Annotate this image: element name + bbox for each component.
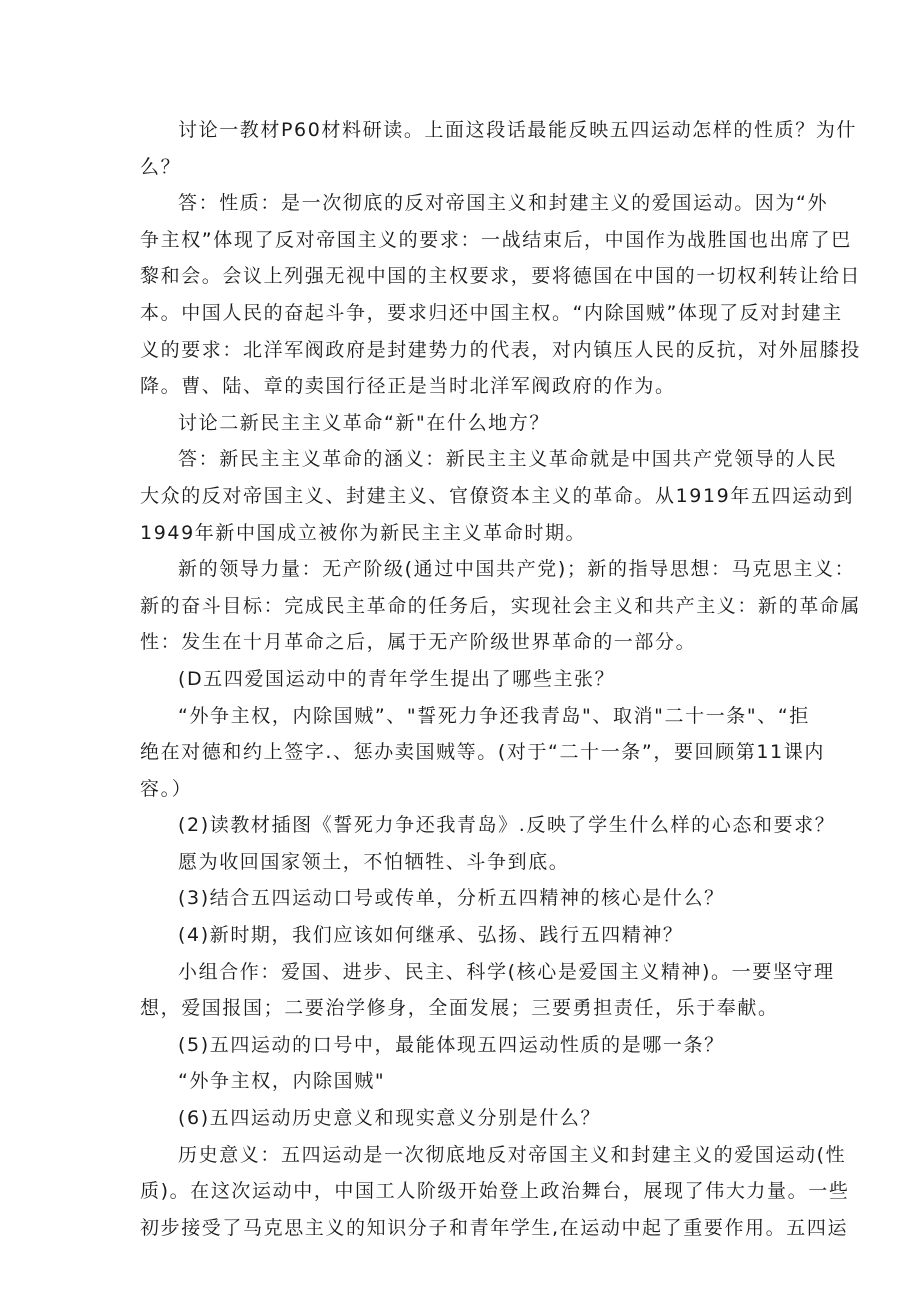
- text-line: 答：新民主主义革命的涵义：新民主主义革命就是中国共产党领导的人民: [178, 448, 838, 471]
- text-line: 新的奋斗目标：完成民主革命的任务后，实现社会主义和共产主义：新的革命属: [140, 594, 862, 617]
- text-line: “外争主权，内除国贼”、"誓死力争还我青岛"、取消"二十一条"、“拒: [178, 704, 810, 727]
- text-line: 黎和会。会议上列强无视中国的主权要求，要将德国在中国的一切权利转让给日: [140, 265, 862, 288]
- text-line: 答：性质：是一次彻底的反对帝国主义和封建主义的爱国运动。因为“外: [178, 192, 829, 215]
- text-line: 容。）: [140, 777, 193, 800]
- text-line: 讨论二新民主主义革命“新"在什么地方？: [178, 411, 550, 434]
- text-line: (3)结合五四运动口号或传单，分析五四精神的核心是什么？: [178, 887, 725, 910]
- text-line: 想，爱国报国；二要治学修身，全面发展；三要勇担责任，乐于奉献。: [140, 997, 779, 1020]
- text-line: 讨论一教材P60材料研读。上面这段话最能反映五四运动怎样的性质？为什: [178, 119, 858, 141]
- text-line: 本。中国人民的奋起斗争，要求归还中国主权。“内除国贼”体现了反对封建主: [140, 301, 843, 324]
- text-line: 初步接受了马克思主义的知识分子和青年学生,在运动中起了重要作用。五四运: [140, 1216, 849, 1239]
- text-line: 愿为收回国家领土，不怕牺牲、斗争到底。: [178, 850, 570, 873]
- text-line: 质)。在这次运动中，中国工人阶级开始登上政治舞台，展现了伟大力量。一些: [140, 1180, 850, 1203]
- text-line: 绝在对德和约上签字.、惩办卖国贼等。(对于“二十一条”，要回顾第11课内: [140, 741, 825, 764]
- text-line: 历史意义：五四运动是一次彻底地反对帝国主义和封建主义的爱国运动(性: [178, 1143, 847, 1166]
- text-line: (D五四爱国运动中的青年学生提出了哪些主张？: [178, 667, 616, 690]
- document-page: [140, 112, 862, 1246]
- text-line: (4)新时期，我们应该如何继承、弘扬、践行五四精神？: [178, 924, 684, 947]
- text-line: (6)五四运动历史意义和现实意义分别是什么？: [178, 1107, 602, 1130]
- text-line: (5)五四运动的口号中，最能体现五四运动性质的是哪一条？: [178, 1033, 725, 1056]
- text-line: 大众的反对帝国主义、封建主义、官僚资本主义的革命。从1919年五四运动到: [140, 484, 854, 507]
- text-line: 降。曹、陆、章的卖国行径正是当时北洋军阀政府的作为。: [140, 375, 676, 398]
- text-line: (2)读教材插图《誓死力争还我青岛》.反映了学生什么样的心态和要求？: [178, 814, 836, 837]
- text-line: “外争主权，内除国贼": [178, 1070, 386, 1093]
- text-line: 1949年新中国成立被你为新民主主义革命时期。: [140, 521, 587, 544]
- text-line: 性：发生在十月革命之后，属于无产阶级世界革命的一部分。: [140, 631, 697, 654]
- text-line: 小组合作：爱国、进步、民主、科学(核心是爱国主义精神)。一要坚守理: [178, 960, 835, 983]
- text-line: 么？: [140, 155, 182, 178]
- text-line: 新的领导力量：无产阶级(通过中国共产党)；新的指导思想：马克思主义：: [178, 558, 856, 581]
- text-line: 争主权”体现了反对帝国主义的要求：一战结束后，中国作为战胜国也出席了巴: [140, 228, 852, 251]
- text-line: 义的要求：北洋军阀政府是封建势力的代表，对内镇压人民的反抗，对外屈膝投: [140, 338, 862, 361]
